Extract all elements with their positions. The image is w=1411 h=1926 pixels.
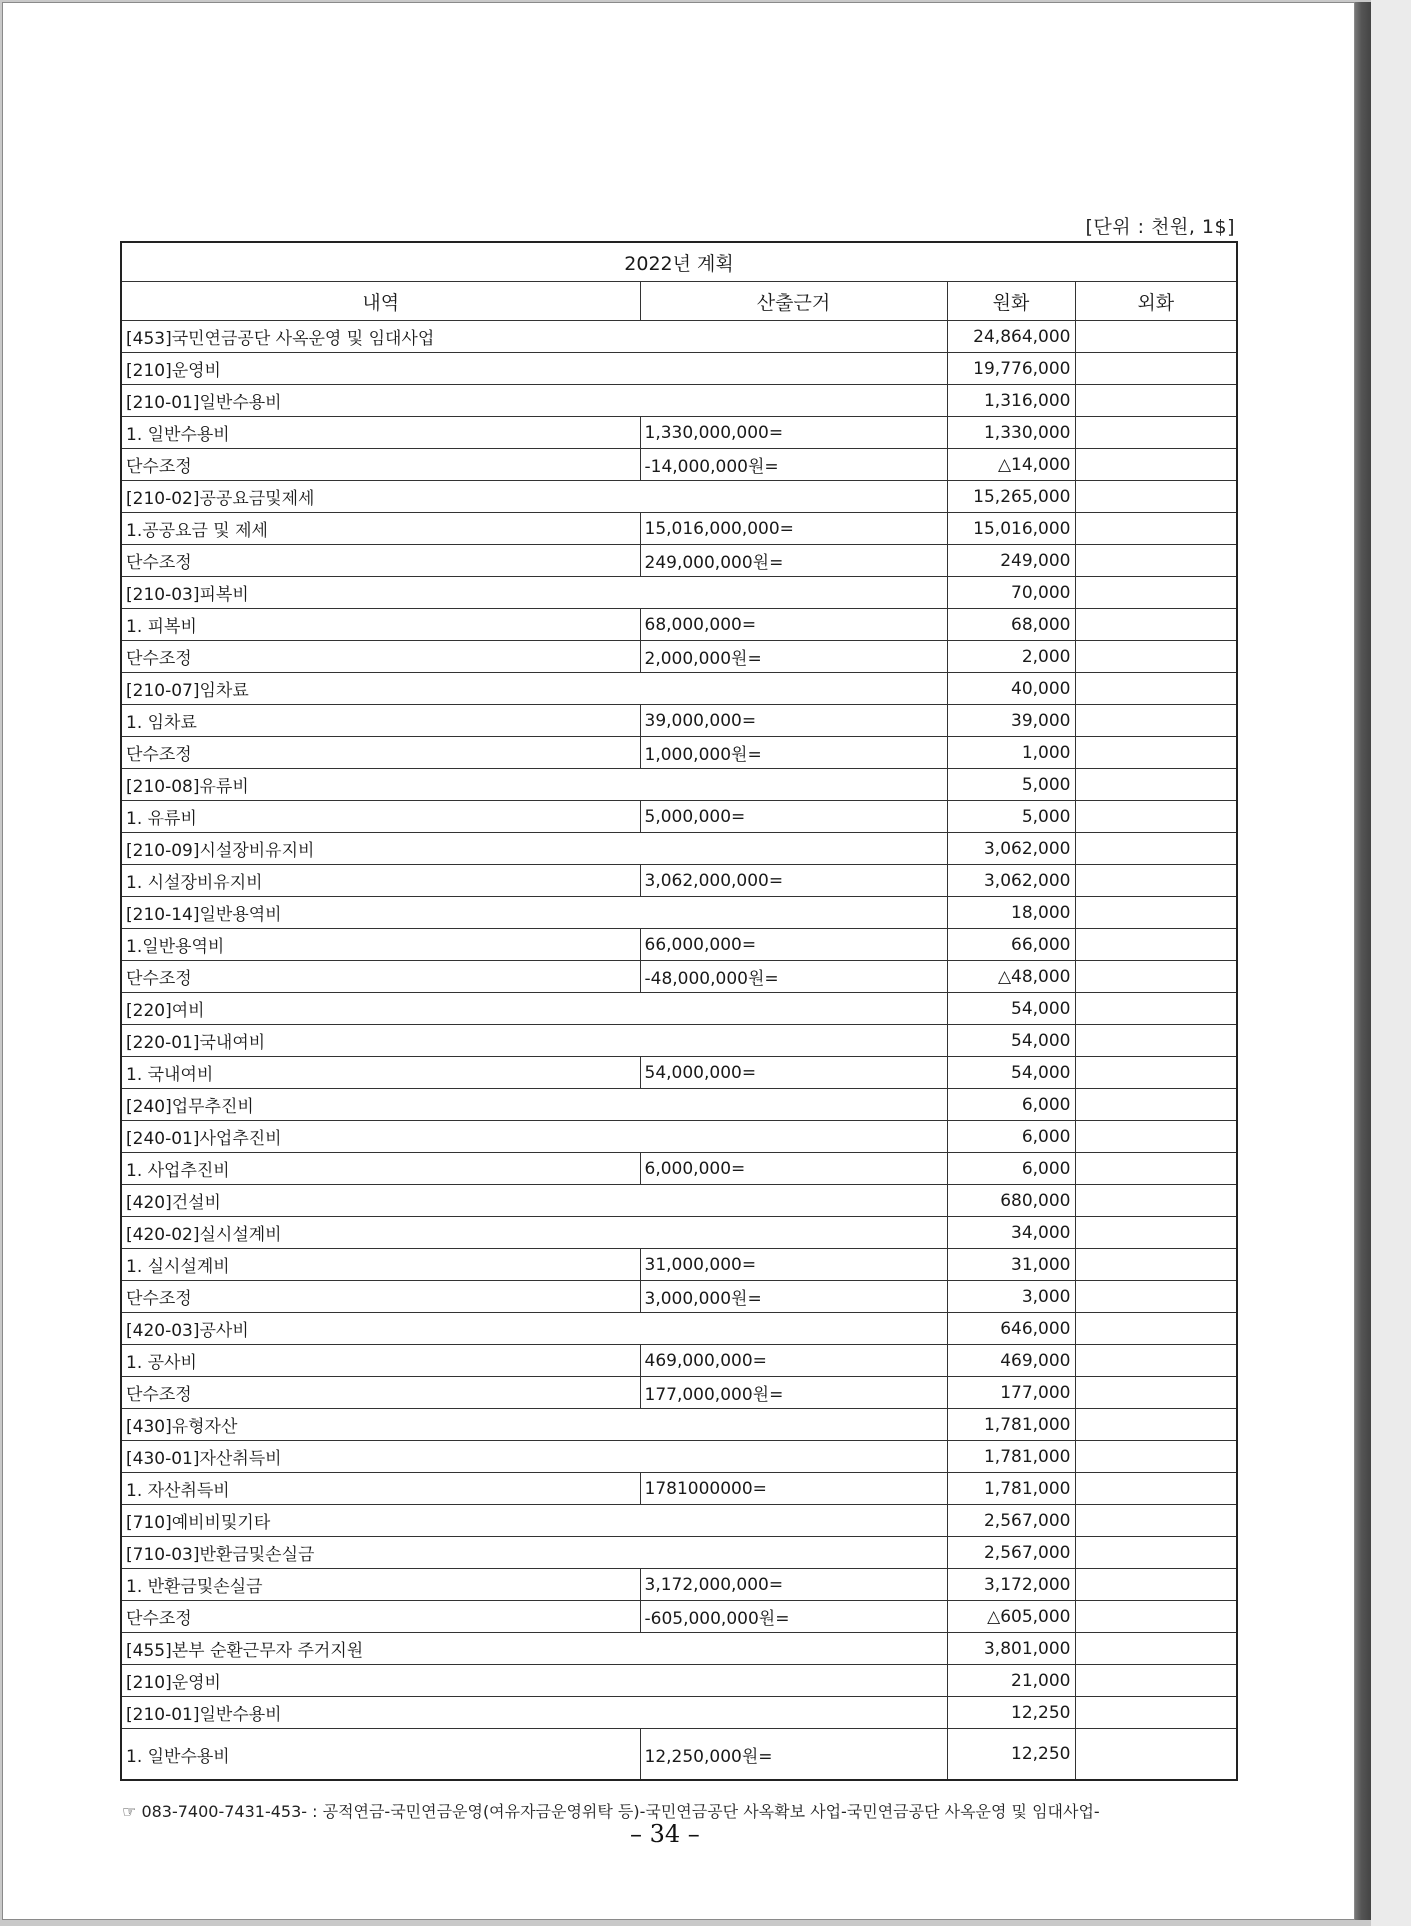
table-row — [121, 993, 1237, 1025]
row-basis: 3,062,000,000= — [640, 865, 947, 897]
table-row — [121, 1473, 1237, 1505]
row-krw-amount: 31,000 — [947, 1249, 1075, 1281]
row-fx-amount — [1075, 897, 1237, 929]
row-fx-amount — [1075, 449, 1237, 481]
row-description: [430]유형자산 — [121, 1409, 947, 1441]
row-fx-amount — [1075, 641, 1237, 673]
table-row — [121, 1121, 1237, 1153]
row-fx-amount — [1075, 737, 1237, 769]
table-body — [121, 321, 1237, 1781]
table-row — [121, 1313, 1237, 1345]
table-row — [121, 833, 1237, 865]
table-row — [121, 545, 1237, 577]
row-basis: -14,000,000원= — [640, 449, 947, 481]
row-basis: 2,000,000원= — [640, 641, 947, 673]
row-basis: 177,000,000원= — [640, 1377, 947, 1409]
row-fx-amount — [1075, 961, 1237, 993]
row-description: 1. 실시설계비 — [121, 1249, 640, 1281]
row-fx-amount — [1075, 417, 1237, 449]
row-basis: 249,000,000원= — [640, 545, 947, 577]
row-krw-amount: 15,016,000 — [947, 513, 1075, 545]
row-description: 단수조정 — [121, 545, 640, 577]
row-basis: 3,172,000,000= — [640, 1569, 947, 1601]
row-krw-amount: △48,000 — [947, 961, 1075, 993]
table-row — [121, 673, 1237, 705]
row-fx-amount — [1075, 929, 1237, 961]
row-description: [710]예비비및기타 — [121, 1505, 947, 1537]
row-description: 1. 임차료 — [121, 705, 640, 737]
row-krw-amount: 34,000 — [947, 1217, 1075, 1249]
row-fx-amount — [1075, 1729, 1237, 1781]
row-krw-amount: 54,000 — [947, 1025, 1075, 1057]
row-basis: 1781000000= — [640, 1473, 947, 1505]
row-krw-amount: 68,000 — [947, 609, 1075, 641]
row-fx-amount — [1075, 993, 1237, 1025]
row-basis: 54,000,000= — [640, 1057, 947, 1089]
row-fx-amount — [1075, 1217, 1237, 1249]
row-fx-amount — [1075, 673, 1237, 705]
pointing-hand-icon: ☞ — [122, 1802, 137, 1821]
table-row — [121, 1665, 1237, 1697]
row-fx-amount — [1075, 1537, 1237, 1569]
table-row — [121, 577, 1237, 609]
row-krw-amount: 1,316,000 — [947, 385, 1075, 417]
row-description: [453]국민연금공단 사옥운영 및 임대사업 — [121, 321, 947, 353]
row-basis: 66,000,000= — [640, 929, 947, 961]
row-basis: 39,000,000= — [640, 705, 947, 737]
table-row — [121, 449, 1237, 481]
row-krw-amount: 6,000 — [947, 1121, 1075, 1153]
row-krw-amount: 6,000 — [947, 1153, 1075, 1185]
page-number: – 34 – — [630, 1820, 700, 1848]
row-basis: 12,250,000원= — [640, 1729, 947, 1781]
row-basis: 1,000,000원= — [640, 737, 947, 769]
row-krw-amount: 2,567,000 — [947, 1537, 1075, 1569]
row-krw-amount: 12,250 — [947, 1697, 1075, 1729]
row-description: 단수조정 — [121, 961, 640, 993]
table-row — [121, 1441, 1237, 1473]
row-fx-amount — [1075, 545, 1237, 577]
table-row — [121, 321, 1237, 353]
column-header-fx: 외화 — [1075, 282, 1237, 321]
row-description: [210]운영비 — [121, 1665, 947, 1697]
row-description: [220]여비 — [121, 993, 947, 1025]
row-basis: 15,016,000,000= — [640, 513, 947, 545]
row-krw-amount: 2,567,000 — [947, 1505, 1075, 1537]
row-description: 단수조정 — [121, 449, 640, 481]
row-fx-amount — [1075, 1473, 1237, 1505]
table-row — [121, 385, 1237, 417]
row-krw-amount: 5,000 — [947, 769, 1075, 801]
table-row — [121, 1057, 1237, 1089]
row-krw-amount: 1,000 — [947, 737, 1075, 769]
row-fx-amount — [1075, 321, 1237, 353]
table-row — [121, 865, 1237, 897]
row-fx-amount — [1075, 1313, 1237, 1345]
row-description: 1. 일반수용비 — [121, 417, 640, 449]
row-fx-amount — [1075, 1089, 1237, 1121]
row-krw-amount: 19,776,000 — [947, 353, 1075, 385]
table-row — [121, 769, 1237, 801]
row-description: [240-01]사업추진비 — [121, 1121, 947, 1153]
row-description: 1. 시설장비유지비 — [121, 865, 640, 897]
table-row — [121, 737, 1237, 769]
row-fx-amount — [1075, 385, 1237, 417]
row-krw-amount: 5,000 — [947, 801, 1075, 833]
row-description: [210-01]일반수용비 — [121, 1697, 947, 1729]
row-description: [210-09]시설장비유지비 — [121, 833, 947, 865]
row-description: [210-14]일반용역비 — [121, 897, 947, 929]
table-row — [121, 1729, 1237, 1781]
column-header-basis: 산출근거 — [640, 282, 947, 321]
row-krw-amount: 469,000 — [947, 1345, 1075, 1377]
row-fx-amount — [1075, 1409, 1237, 1441]
row-basis: 3,000,000원= — [640, 1281, 947, 1313]
row-krw-amount: 3,062,000 — [947, 833, 1075, 865]
row-description: 1. 유류비 — [121, 801, 640, 833]
row-krw-amount: △605,000 — [947, 1601, 1075, 1633]
table-row — [121, 929, 1237, 961]
row-krw-amount: 1,781,000 — [947, 1473, 1075, 1505]
table-row — [121, 417, 1237, 449]
row-description: 1. 피복비 — [121, 609, 640, 641]
row-description: 1.일반용역비 — [121, 929, 640, 961]
row-description: 1. 국내여비 — [121, 1057, 640, 1089]
row-krw-amount: 6,000 — [947, 1089, 1075, 1121]
table-row — [121, 1185, 1237, 1217]
table-row — [121, 705, 1237, 737]
row-fx-amount — [1075, 1249, 1237, 1281]
table-row — [121, 481, 1237, 513]
row-fx-amount — [1075, 1569, 1237, 1601]
row-fx-amount — [1075, 1345, 1237, 1377]
row-krw-amount: 249,000 — [947, 545, 1075, 577]
table-row — [121, 1377, 1237, 1409]
viewer-margin — [1371, 0, 1411, 1926]
row-krw-amount: 40,000 — [947, 673, 1075, 705]
row-fx-amount — [1075, 1665, 1237, 1697]
row-description: 단수조정 — [121, 1377, 640, 1409]
row-fx-amount — [1075, 1185, 1237, 1217]
table-row — [121, 961, 1237, 993]
column-header-krw: 원화 — [947, 282, 1075, 321]
row-krw-amount: 3,801,000 — [947, 1633, 1075, 1665]
row-fx-amount — [1075, 513, 1237, 545]
row-description: [420]건설비 — [121, 1185, 947, 1217]
row-fx-amount — [1075, 1377, 1237, 1409]
row-krw-amount: 1,781,000 — [947, 1409, 1075, 1441]
row-fx-amount — [1075, 833, 1237, 865]
table-row — [121, 1601, 1237, 1633]
table-title: 2022년 계획 — [121, 242, 1237, 282]
row-krw-amount: 24,864,000 — [947, 321, 1075, 353]
row-description: [430-01]자산취득비 — [121, 1441, 947, 1473]
row-description: 단수조정 — [121, 1601, 640, 1633]
row-description: 1. 일반수용비 — [121, 1729, 640, 1781]
row-krw-amount: 1,330,000 — [947, 417, 1075, 449]
row-description: [710-03]반환금및손실금 — [121, 1537, 947, 1569]
row-description: [210-01]일반수용비 — [121, 385, 947, 417]
row-krw-amount: 54,000 — [947, 993, 1075, 1025]
row-krw-amount: 12,250 — [947, 1729, 1075, 1781]
row-description: [210-03]피복비 — [121, 577, 947, 609]
table-row — [121, 1505, 1237, 1537]
table-row — [121, 1025, 1237, 1057]
row-fx-amount — [1075, 865, 1237, 897]
row-krw-amount: 70,000 — [947, 577, 1075, 609]
table-row — [121, 1281, 1237, 1313]
row-fx-amount — [1075, 705, 1237, 737]
row-krw-amount: 646,000 — [947, 1313, 1075, 1345]
table-row — [121, 641, 1237, 673]
footer-note — [122, 1799, 1100, 1822]
row-krw-amount: 3,062,000 — [947, 865, 1075, 897]
table-row — [121, 897, 1237, 929]
table-row — [121, 513, 1237, 545]
row-krw-amount: 15,265,000 — [947, 481, 1075, 513]
table-row — [121, 1249, 1237, 1281]
page-edge-shadow — [1355, 2, 1371, 1920]
unit-label: [단위 : 천원, 1$] — [1085, 216, 1235, 238]
row-fx-amount — [1075, 577, 1237, 609]
row-basis: -48,000,000원= — [640, 961, 947, 993]
table-row — [121, 1345, 1237, 1377]
row-krw-amount: 18,000 — [947, 897, 1075, 929]
row-basis: -605,000,000원= — [640, 1601, 947, 1633]
row-description: 1. 자산취득비 — [121, 1473, 640, 1505]
row-description: [455]본부 순환근무자 주거지원 — [121, 1633, 947, 1665]
row-krw-amount: 177,000 — [947, 1377, 1075, 1409]
row-fx-amount — [1075, 1057, 1237, 1089]
row-fx-amount — [1075, 1441, 1237, 1473]
row-description: 1.공공요금 및 제세 — [121, 513, 640, 545]
row-description: [420-02]실시설계비 — [121, 1217, 947, 1249]
row-fx-amount — [1075, 1153, 1237, 1185]
column-header-description: 내역 — [121, 282, 640, 321]
row-description: [240]업무추진비 — [121, 1089, 947, 1121]
row-krw-amount: 1,781,000 — [947, 1441, 1075, 1473]
row-krw-amount: 3,172,000 — [947, 1569, 1075, 1601]
row-description: 1. 공사비 — [121, 1345, 640, 1377]
row-fx-amount — [1075, 1281, 1237, 1313]
row-basis: 1,330,000,000= — [640, 417, 947, 449]
row-krw-amount: 54,000 — [947, 1057, 1075, 1089]
table-row — [121, 801, 1237, 833]
table-row — [121, 1089, 1237, 1121]
row-krw-amount: 66,000 — [947, 929, 1075, 961]
row-fx-amount — [1075, 1025, 1237, 1057]
row-description: 1. 사업추진비 — [121, 1153, 640, 1185]
row-krw-amount: 39,000 — [947, 705, 1075, 737]
row-description: [420-03]공사비 — [121, 1313, 947, 1345]
row-description: 1. 반환금및손실금 — [121, 1569, 640, 1601]
row-fx-amount — [1075, 1601, 1237, 1633]
table-row — [121, 1697, 1237, 1729]
row-description: [210-08]유류비 — [121, 769, 947, 801]
row-basis: 6,000,000= — [640, 1153, 947, 1185]
row-basis: 5,000,000= — [640, 801, 947, 833]
table-row — [121, 1633, 1237, 1665]
row-fx-amount — [1075, 1697, 1237, 1729]
row-fx-amount — [1075, 1505, 1237, 1537]
row-fx-amount — [1075, 353, 1237, 385]
row-fx-amount — [1075, 769, 1237, 801]
row-fx-amount — [1075, 1633, 1237, 1665]
table-row — [121, 353, 1237, 385]
row-description: 단수조정 — [121, 641, 640, 673]
footer-path-text: 083-7400-7431-453- : 공적연금-국민연금운영(여유자금운영위탁 등)-국민연금공단 사옥확보 사업-국민연금공단 사옥운영 및 임대사업- — [141, 1802, 1100, 1821]
row-fx-amount — [1075, 609, 1237, 641]
row-krw-amount: 3,000 — [947, 1281, 1075, 1313]
table-row — [121, 1409, 1237, 1441]
row-description: 단수조정 — [121, 737, 640, 769]
row-fx-amount — [1075, 801, 1237, 833]
row-description: 단수조정 — [121, 1281, 640, 1313]
table-row — [121, 1153, 1237, 1185]
row-krw-amount: 21,000 — [947, 1665, 1075, 1697]
row-description: [210]운영비 — [121, 353, 947, 385]
table-row — [121, 1217, 1237, 1249]
row-basis: 31,000,000= — [640, 1249, 947, 1281]
table-row — [121, 609, 1237, 641]
row-description: [210-02]공공요금및제세 — [121, 481, 947, 513]
table-row — [121, 1537, 1237, 1569]
row-fx-amount — [1075, 1121, 1237, 1153]
row-description: [210-07]임차료 — [121, 673, 947, 705]
row-krw-amount: △14,000 — [947, 449, 1075, 481]
row-fx-amount — [1075, 481, 1237, 513]
row-basis: 68,000,000= — [640, 609, 947, 641]
row-basis: 469,000,000= — [640, 1345, 947, 1377]
row-krw-amount: 680,000 — [947, 1185, 1075, 1217]
table-row — [121, 1569, 1237, 1601]
row-description: [220-01]국내여비 — [121, 1025, 947, 1057]
row-krw-amount: 2,000 — [947, 641, 1075, 673]
budget-table — [120, 241, 1238, 1781]
